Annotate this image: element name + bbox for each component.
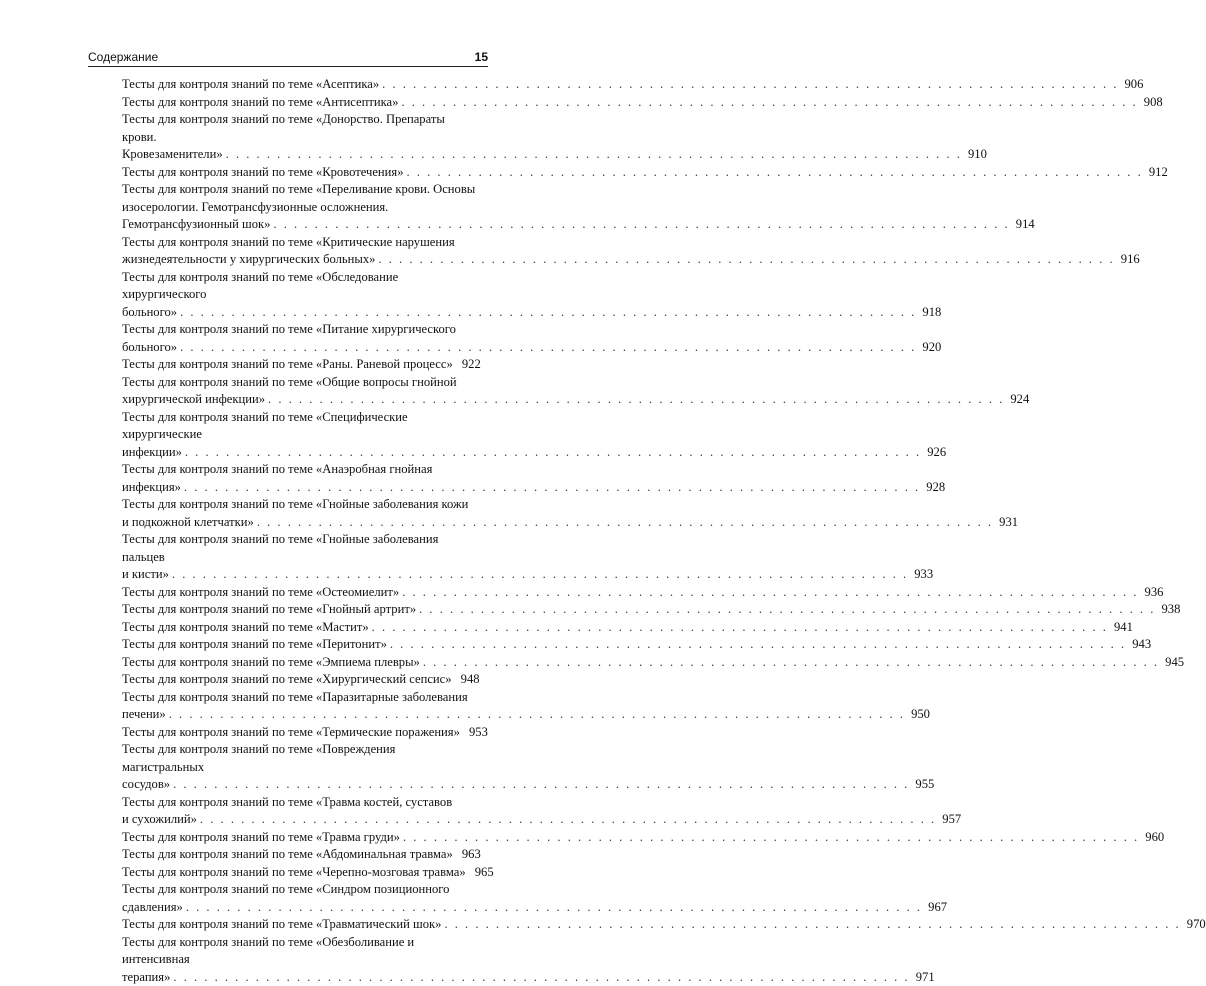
toc-entry-page: 960 bbox=[1142, 829, 1164, 847]
toc-entry-page: 931 bbox=[996, 514, 1018, 532]
toc-entry-page: 936 bbox=[1141, 584, 1163, 602]
toc-entry[interactable] bbox=[122, 374, 478, 409]
toc-entry-page: 916 bbox=[1118, 251, 1140, 269]
toc-entry-title: хирургической инфекции» bbox=[122, 391, 265, 409]
dot-leader: . . . . . . . . . . . . . . . . . . . . . . . . . . . . . . . . . . . . . . . . . . . . . . . . . . . . . . . . . . . . . . . . . . . . . . . . bbox=[372, 619, 1108, 637]
toc-entry[interactable] bbox=[122, 601, 478, 619]
toc-entry-title: инфекция» bbox=[122, 479, 181, 497]
toc-entry-title: терапия» bbox=[122, 969, 170, 986]
toc-entry-title-lead: Тесты для контроля знаний по теме «Паразитарные заболевания bbox=[122, 689, 478, 707]
dot-leader: . . . . . . . . . . . . . . . . . . . . . . . . . . . . . . . . . . . . . . . . . . . . . . . . . . . . . . . . . . . . . . . . . . . . . . . . bbox=[226, 146, 962, 164]
toc-entry-page: 963 bbox=[459, 846, 481, 864]
toc-entry-title: Тесты для контроля знаний по теме «Абдоминальная травма» bbox=[122, 846, 453, 864]
toc-entry[interactable] bbox=[122, 111, 478, 164]
toc-entry-title: Тесты для контроля знаний по теме «Антисептика» bbox=[122, 94, 398, 112]
toc-entry-title: Кровезаменители» bbox=[122, 146, 223, 164]
toc-entry-title: печени» bbox=[122, 706, 166, 724]
toc-entry-title: Тесты для контроля знаний по теме «Кровотечения» bbox=[122, 164, 404, 182]
toc-entry[interactable] bbox=[122, 636, 478, 654]
toc-entry-title-lead: Тесты для контроля знаний по теме «Обезболивание и интенсивная bbox=[122, 934, 478, 969]
toc-entry[interactable] bbox=[122, 846, 478, 864]
toc-entry[interactable] bbox=[122, 794, 478, 829]
toc-entry-page: 955 bbox=[912, 776, 934, 794]
toc-entry-title: и подкожной клетчатки» bbox=[122, 514, 254, 532]
toc-entry[interactable] bbox=[122, 829, 478, 847]
toc-entry[interactable] bbox=[122, 934, 478, 986]
toc-entry-title: больного» bbox=[122, 339, 177, 357]
dot-leader: . . . . . . . . . . . . . . . . . . . . . . . . . . . . . . . . . . . . . . . . . . . . . . . . . . . . . . . . . . . . . . . . . . . . . . . . bbox=[173, 776, 909, 794]
toc-entry-title: и кисти» bbox=[122, 566, 169, 584]
dot-leader: . . . . . . . . . . . . . . . . . . . . . . . . . . . . . . . . . . . . . . . . . . . . . . . . . . . . . . . . . . . . . . . . . . . . . . . . bbox=[173, 969, 909, 986]
toc-entry-title-lead: Тесты для контроля знаний по теме «Специфические хирургические bbox=[122, 409, 478, 444]
toc-entry-page: 967 bbox=[925, 899, 947, 917]
toc-entry[interactable] bbox=[122, 409, 478, 462]
toc-entry-page: 918 bbox=[919, 304, 941, 322]
toc-entry-page: 948 bbox=[458, 671, 480, 689]
toc-entry-title-lead: Тесты для контроля знаний по теме «Обследование хирургического bbox=[122, 269, 478, 304]
toc-entry-title: Тесты для контроля знаний по теме «Мастит» bbox=[122, 619, 369, 637]
toc-entry-title: Тесты для контроля знаний по теме «Остеомиелит» bbox=[122, 584, 399, 602]
toc-entry[interactable] bbox=[122, 881, 478, 916]
dot-leader: . . . . . . . . . . . . . . . . . . . . . . . . . . . . . . . . . . . . . . . . . . . . . . . . . . . . . . . . . . . . . . . . . . . . . . . . bbox=[185, 444, 921, 462]
toc-entry-title-lead: Тесты для контроля знаний по теме «Синдром позиционного bbox=[122, 881, 478, 899]
toc-entry-title: Тесты для контроля знаний по теме «Эмпиема плевры» bbox=[122, 654, 420, 672]
toc-entry-page: 957 bbox=[939, 811, 961, 829]
toc-entry[interactable] bbox=[122, 356, 478, 374]
toc-entry-page: 906 bbox=[1121, 76, 1143, 94]
toc-entry[interactable] bbox=[122, 496, 478, 531]
toc-entry-page: 943 bbox=[1129, 636, 1151, 654]
dot-leader: . . . . . . . . . . . . . . . . . . . . . . . . . . . . . . . . . . . . . . . . . . . . . . . . . . . . . . . . . . . . . . . . . . . . . . . . bbox=[423, 654, 1159, 672]
toc-entry-page: 928 bbox=[923, 479, 945, 497]
toc-entry-page: 926 bbox=[924, 444, 946, 462]
toc-entry-title: Гемотрансфузионный шок» bbox=[122, 216, 270, 234]
toc-entry-title: инфекции» bbox=[122, 444, 182, 462]
toc-entry-page: 953 bbox=[466, 724, 488, 742]
toc-entry[interactable] bbox=[122, 94, 478, 112]
toc-entry[interactable] bbox=[122, 724, 478, 742]
toc-entry-title-lead: Тесты для контроля знаний по теме «Питание хирургического bbox=[122, 321, 478, 339]
dot-leader: . . . . . . . . . . . . . . . . . . . . . . . . . . . . . . . . . . . . . . . . . . . . . . . . . . . . . . . . . . . . . . . . . . . . . . . . bbox=[273, 216, 1009, 234]
toc-entry-page: 920 bbox=[919, 339, 941, 357]
dot-leader: . . . . . . . . . . . . . . . . . . . . . . . . . . . . . . . . . . . . . . . . . . . . . . . . . . . . . . . . . . . . . . . . . . . . . . . . bbox=[382, 76, 1118, 94]
toc-entry-title: Тесты для контроля знаний по теме «Травма груди» bbox=[122, 829, 400, 847]
toc-entry[interactable] bbox=[122, 864, 478, 882]
dot-leader: . . . . . . . . . . . . . . . . . . . . . . . . . . . . . . . . . . . . . . . . . . . . . . . . . . . . . . . . . . . . . . . . . . . . . . . . bbox=[419, 601, 1155, 619]
dot-leader: . . . . . . . . . . . . . . . . . . . . . . . . . . . . . . . . . . . . . . . . . . . . . . . . . . . . . . . . . . . . . . . . . . . . . . . . bbox=[200, 811, 936, 829]
toc-entry-page: 945 bbox=[1162, 654, 1184, 672]
dot-leader: . . . . . . . . . . . . . . . . . . . . . . . . . . . . . . . . . . . . . . . . . . . . . . . . . . . . . . . . . . . . . . . . . . . . . . . . bbox=[407, 164, 1143, 182]
toc-entry[interactable] bbox=[122, 76, 478, 94]
toc-entry-title: Тесты для контроля знаний по теме «Раны. Раневой процесс» bbox=[122, 356, 453, 374]
toc-entry-title: Тесты для контроля знаний по теме «Хирургический сепсис» bbox=[122, 671, 452, 689]
toc-entry-title-lead: Тесты для контроля знаний по теме «Гнойные заболевания пальцев bbox=[122, 531, 478, 566]
toc-entry-page: 912 bbox=[1146, 164, 1168, 182]
toc-entry-title-lead: Тесты для контроля знаний по теме «Переливание крови. Основы изосерологии. Гемотрансфузионные осложнения. bbox=[122, 181, 478, 216]
toc-entry[interactable] bbox=[122, 689, 478, 724]
toc-entry[interactable] bbox=[122, 461, 478, 496]
dot-leader: . . . . . . . . . . . . . . . . . . . . . . . . . . . . . . . . . . . . . . . . . . . . . . . . . . . . . . . . . . . . . . . . . . . . . . . . bbox=[257, 514, 993, 532]
toc-entry-title: и сухожилий» bbox=[122, 811, 197, 829]
dot-leader: . . . . . . . . . . . . . . . . . . . . . . . . . . . . . . . . . . . . . . . . . . . . . . . . . . . . . . . . . . . . . . . . . . . . . . . . bbox=[444, 916, 1180, 934]
toc-entry-title: сдавления» bbox=[122, 899, 183, 917]
page-number: 15 bbox=[475, 50, 488, 64]
dot-leader: . . . . . . . . . . . . . . . . . . . . . . . . . . . . . . . . . . . . . . . . . . . . . . . . . . . . . . . . . . . . . . . . . . . . . . . . bbox=[378, 251, 1114, 269]
toc-entry-title: Тесты для контроля знаний по теме «Перитонит» bbox=[122, 636, 387, 654]
toc-entry[interactable] bbox=[122, 164, 478, 182]
toc-entry-title-lead: Тесты для контроля знаний по теме «Донорство. Препараты крови. bbox=[122, 111, 478, 146]
toc-entry-title-lead: Тесты для контроля знаний по теме «Травма костей, суставов bbox=[122, 794, 478, 812]
toc-entry-title: Тесты для контроля знаний по теме «Черепно-мозговая травма» bbox=[122, 864, 466, 882]
toc-entry-page: 965 bbox=[472, 864, 494, 882]
toc-entry-page: 971 bbox=[913, 969, 935, 986]
toc-entry-title: Тесты для контроля знаний по теме «Термические поражения» bbox=[122, 724, 460, 742]
toc-entry-page: 910 bbox=[965, 146, 987, 164]
toc-entry-title: Тесты для контроля знаний по теме «Травматический шок» bbox=[122, 916, 441, 934]
toc-entry[interactable] bbox=[122, 269, 478, 322]
toc-entry[interactable] bbox=[122, 671, 478, 689]
toc-entry-page: 950 bbox=[908, 706, 930, 724]
toc-entry[interactable] bbox=[122, 916, 478, 934]
dot-leader: . . . . . . . . . . . . . . . . . . . . . . . . . . . . . . . . . . . . . . . . . . . . . . . . . . . . . . . . . . . . . . . . . . . . . . . . bbox=[402, 584, 1138, 602]
dot-leader: . . . . . . . . . . . . . . . . . . . . . . . . . . . . . . . . . . . . . . . . . . . . . . . . . . . . . . . . . . . . . . . . . . . . . . . . bbox=[169, 706, 905, 724]
toc-entry[interactable] bbox=[122, 741, 478, 794]
toc-entry[interactable] bbox=[122, 654, 478, 672]
toc-entry-title: Тесты для контроля знаний по теме «Асептика» bbox=[122, 76, 379, 94]
toc-entry-title: больного» bbox=[122, 304, 177, 322]
toc-entry-title: жизнедеятельности у хирургических больных» bbox=[122, 251, 375, 269]
toc-entry[interactable] bbox=[122, 531, 478, 584]
toc-entry-page: 908 bbox=[1141, 94, 1163, 112]
toc-entry-title-lead: Тесты для контроля знаний по теме «Критические нарушения bbox=[122, 234, 478, 252]
toc-entry[interactable] bbox=[122, 234, 478, 269]
toc-entry-page: 970 bbox=[1184, 916, 1206, 934]
dot-leader: . . . . . . . . . . . . . . . . . . . . . . . . . . . . . . . . . . . . . . . . . . . . . . . . . . . . . . . . . . . . . . . . . . . . . . . . bbox=[184, 479, 920, 497]
toc-entry-title-lead: Тесты для контроля знаний по теме «Гнойные заболевания кожи bbox=[122, 496, 478, 514]
dot-leader: . . . . . . . . . . . . . . . . . . . . . . . . . . . . . . . . . . . . . . . . . . . . . . . . . . . . . . . . . . . . . . . . . . . . . . . . bbox=[172, 566, 908, 584]
toc-entry-page: 941 bbox=[1111, 619, 1133, 637]
toc-entry-title: сосудов» bbox=[122, 776, 170, 794]
dot-leader: . . . . . . . . . . . . . . . . . . . . . . . . . . . . . . . . . . . . . . . . . . . . . . . . . . . . . . . . . . . . . . . . . . . . . . . . bbox=[268, 391, 1004, 409]
dot-leader: . . . . . . . . . . . . . . . . . . . . . . . . . . . . . . . . . . . . . . . . . . . . . . . . . . . . . . . . . . . . . . . . . . . . . . . . bbox=[180, 339, 916, 357]
section-title: Содержание bbox=[88, 50, 158, 64]
toc-entry[interactable] bbox=[122, 321, 478, 356]
toc-entry-title: Тесты для контроля знаний по теме «Гнойный артрит» bbox=[122, 601, 416, 619]
dot-leader: . . . . . . . . . . . . . . . . . . . . . . . . . . . . . . . . . . . . . . . . . . . . . . . . . . . . . . . . . . . . . . . . . . . . . . . . bbox=[403, 829, 1139, 847]
toc-entry-title-lead: Тесты для контроля знаний по теме «Общие вопросы гнойной bbox=[122, 374, 478, 392]
toc-entry[interactable] bbox=[122, 181, 478, 234]
toc-entry-page: 938 bbox=[1158, 601, 1180, 619]
toc-entry-title-lead: Тесты для контроля знаний по теме «Повреждения магистральных bbox=[122, 741, 478, 776]
dot-leader: . . . . . . . . . . . . . . . . . . . . . . . . . . . . . . . . . . . . . . . . . . . . . . . . . . . . . . . . . . . . . . . . . . . . . . . . bbox=[186, 899, 922, 917]
dot-leader: . . . . . . . . . . . . . . . . . . . . . . . . . . . . . . . . . . . . . . . . . . . . . . . . . . . . . . . . . . . . . . . . . . . . . . . . bbox=[401, 94, 1137, 112]
toc-entry-title-lead: Тесты для контроля знаний по теме «Анаэробная гнойная bbox=[122, 461, 478, 479]
toc-entry-page: 933 bbox=[911, 566, 933, 584]
toc-entry[interactable] bbox=[122, 584, 478, 602]
dot-leader: . . . . . . . . . . . . . . . . . . . . . . . . . . . . . . . . . . . . . . . . . . . . . . . . . . . . . . . . . . . . . . . . . . . . . . . . bbox=[180, 304, 916, 322]
toc-entry-page: 922 bbox=[459, 356, 481, 374]
dot-leader: . . . . . . . . . . . . . . . . . . . . . . . . . . . . . . . . . . . . . . . . . . . . . . . . . . . . . . . . . . . . . . . . . . . . . . . . bbox=[390, 636, 1126, 654]
toc-entry-page: 914 bbox=[1013, 216, 1035, 234]
toc-entry-page: 924 bbox=[1007, 391, 1029, 409]
toc-entry[interactable] bbox=[122, 619, 478, 637]
table-of-contents bbox=[128, 76, 478, 986]
running-header bbox=[88, 48, 488, 67]
